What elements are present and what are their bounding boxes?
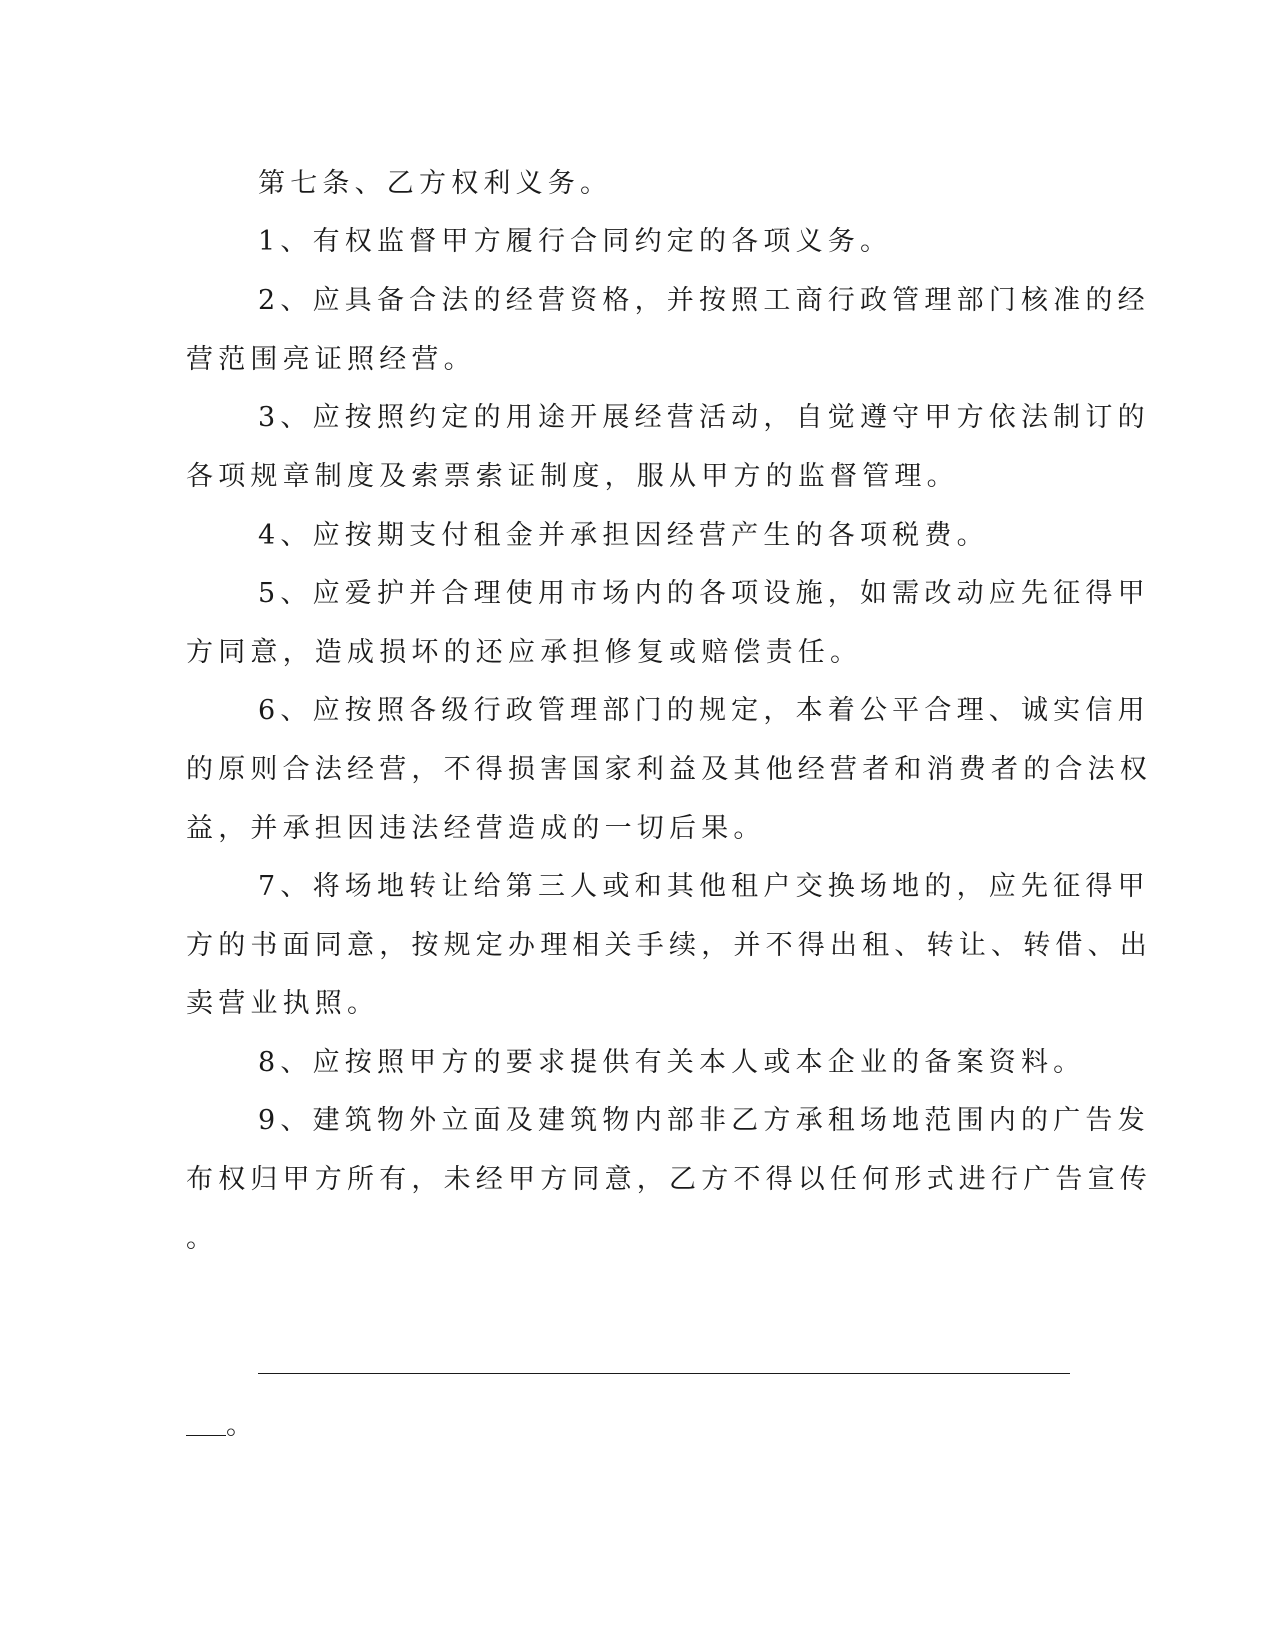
article-heading: 第七条、乙方权利义务。 (258, 168, 613, 199)
clause-2-line-2: 营范围亮证照经营。 (186, 344, 476, 375)
clause-2-line-1: 2、应具备合法的经营资格，并按照工商行政管理部门核准的经 (258, 285, 1150, 316)
clause-7-line-3: 卖营业执照。 (186, 988, 380, 1019)
clause-8: 8、应按照甲方的要求提供有关本人或本企业的备案资料。 (258, 1047, 1086, 1078)
clause-5-line-1: 5、应爱护并合理使用市场内的各项设施，如需改动应先征得甲 (258, 578, 1150, 609)
clause-1: 1、有权监督甲方履行合同约定的各项义务。 (258, 226, 893, 257)
clause-3-line-1: 3、应按照约定的用途开展经营活动，自觉遵守甲方依法制订的 (258, 402, 1150, 433)
clause-9-line-3: 。 (186, 1223, 219, 1254)
clause-9-line-2: 布权归甲方所有，未经甲方同意，乙方不得以任何形式进行广告宣传 (186, 1164, 1152, 1195)
clause-9-line-1: 9、建筑物外立面及建筑物内部非乙方承租场地范围内的广告发 (258, 1105, 1150, 1136)
clause-6-line-1: 6、应按照各级行政管理部门的规定，本着公平合理、诚实信用 (258, 695, 1150, 726)
clause-7-line-1: 7、将场地转让给第三人或和其他租户交换场地的，应先征得甲 (258, 871, 1150, 902)
fill-in-blank-line (258, 1373, 1070, 1374)
clause-4: 4、应按期支付租金并承担因经营产生的各项税费。 (258, 520, 989, 551)
clause-6-line-3: 益，并承担因违法经营造成的一切后果。 (186, 813, 766, 844)
clause-7-line-2: 方的书面同意，按规定办理相关手续，并不得出租、转让、转借、出 (186, 930, 1152, 961)
fill-in-blank-line-continued (186, 1435, 226, 1436)
clause-5-line-2: 方同意，造成损坏的还应承担修复或赔偿责任。 (186, 637, 863, 668)
clause-3-line-2: 各项规章制度及索票索证制度，服从甲方的监督管理。 (186, 461, 959, 492)
fill-in-blank-period: 。 (226, 1410, 253, 1441)
clause-6-line-2: 的原则合法经营，不得损害国家利益及其他经营者和消费者的合法权 (186, 754, 1152, 785)
